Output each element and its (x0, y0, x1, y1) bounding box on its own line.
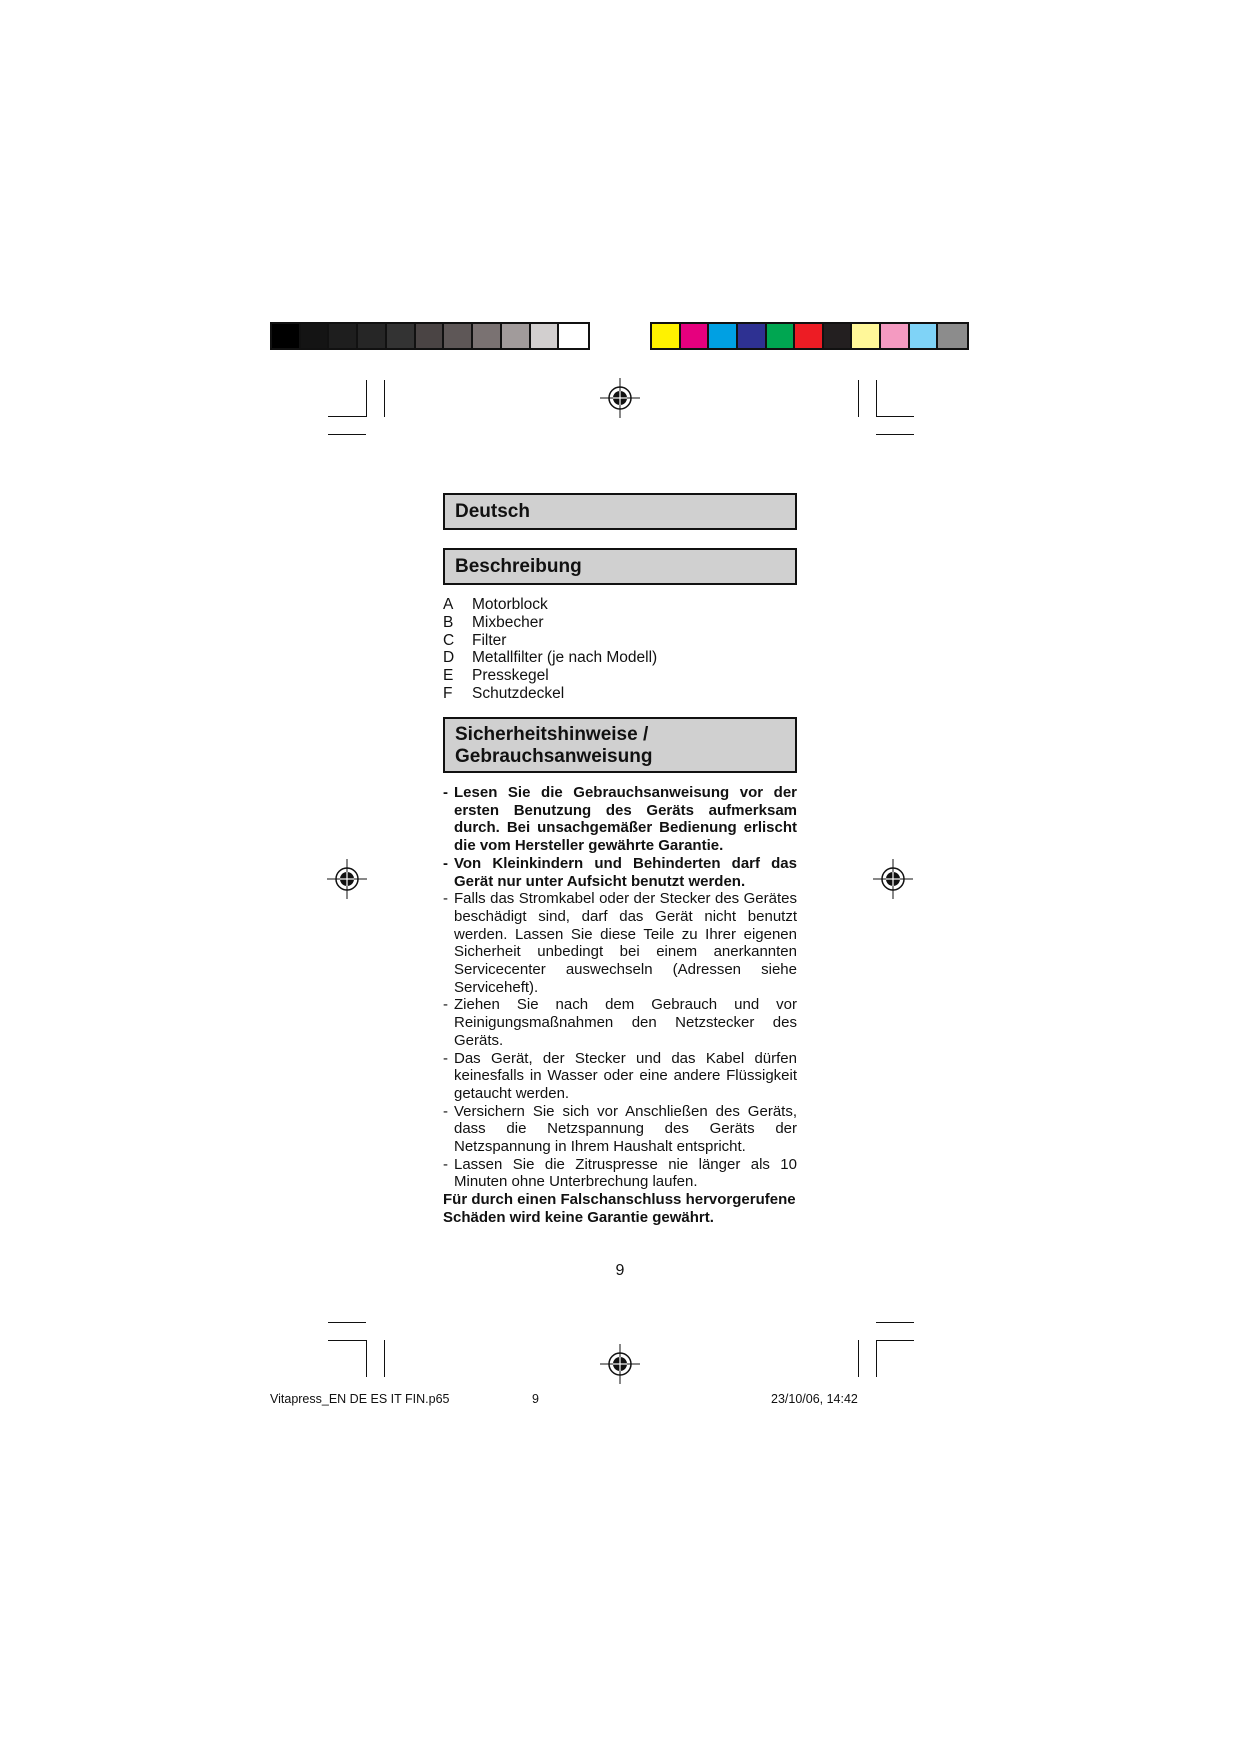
color-calibration-bar (650, 322, 969, 350)
part-letter: D (443, 649, 455, 667)
safety-text: Ziehen Sie nach dem Gebrauch und vor Reinigungsmaßnahmen den Netzstecker des Geräts. (454, 996, 797, 1049)
part-name: Presskegel (472, 667, 549, 685)
list-item (443, 632, 657, 650)
grayscale-calibration-bar (270, 322, 590, 350)
part-name: Metallfilter (je nach Modell) (472, 649, 658, 667)
list-item (443, 1050, 797, 1103)
safety-text: Lesen Sie die Gebrauchsanweisung vor der ersten Benutzung des Geräts aufmerksam durch. Bei unsachgemäßer Bedienung erlischt die vom Hersteller gewährte Garantie. (454, 784, 797, 855)
part-name: Filter (472, 631, 507, 649)
color-swatch (767, 324, 796, 348)
gray-swatch (444, 324, 473, 348)
safety-text: Von Kleinkindern und Behinderten darf das Gerät nur unter Aufsicht benutzt werden. (454, 854, 797, 890)
part-letter: B (443, 613, 454, 631)
color-swatch (910, 324, 939, 348)
safety-list (443, 784, 797, 1191)
list-item (443, 784, 797, 855)
list-dash: - (443, 996, 448, 1014)
list-item (443, 649, 657, 667)
parts-list (443, 596, 657, 703)
registration-mark-icon (600, 378, 640, 418)
safety-heading (443, 717, 797, 773)
gray-swatch (272, 324, 301, 348)
color-swatch (738, 324, 767, 348)
list-dash: - (443, 1049, 448, 1067)
color-swatch (795, 324, 824, 348)
color-swatch (881, 324, 910, 348)
gray-swatch (473, 324, 502, 348)
list-dash: - (443, 854, 448, 872)
safety-text: Falls das Stromkabel oder der Stecker des Gerätes beschädigt sind, darf das Gerät nicht benutzt werden. Lassen Sie diese Teile zu Ihrer eigenen Sicherheit unbedingt bei einem anerkannten Servicecenter auswechseln (Adressen siehe Serviceheft). (454, 890, 797, 996)
safety-text: Versichern Sie sich vor Anschließen des Geräts, dass die Netzspannung des Geräts der Netzspannung in Ihrem Haushalt entspricht. (454, 1102, 797, 1156)
part-letter: F (443, 684, 453, 702)
part-name: Motorblock (472, 596, 548, 613)
gray-swatch (559, 324, 588, 348)
list-item (443, 614, 657, 632)
color-swatch (681, 324, 710, 348)
registration-mark-icon (600, 1344, 640, 1384)
list-item (443, 1103, 797, 1156)
part-letter: E (443, 667, 454, 685)
list-dash: - (443, 784, 448, 801)
safety-text: Lassen Sie die Zitruspresse nie länger als 10 Minuten ohne Unterbrechung laufen. (454, 1155, 797, 1191)
gray-swatch (416, 324, 445, 348)
list-item (443, 685, 657, 703)
safety-heading-line1: Sicherheitshinweise / (455, 724, 649, 745)
gray-swatch (301, 324, 330, 348)
color-swatch (852, 324, 881, 348)
footer-page: 9 (532, 1392, 539, 1406)
list-item (443, 996, 797, 1049)
gray-swatch (329, 324, 358, 348)
list-item (443, 596, 657, 614)
list-item (443, 890, 797, 996)
part-name: Mixbecher (472, 613, 544, 631)
registration-mark-icon (873, 859, 913, 899)
part-name: Schutzdeckel (472, 684, 565, 702)
color-swatch (652, 324, 681, 348)
gray-swatch (387, 324, 416, 348)
list-item (443, 1156, 797, 1191)
gray-swatch (358, 324, 387, 348)
part-letter: A (443, 596, 454, 613)
gray-swatch (502, 324, 531, 348)
page-number: 9 (615, 1262, 625, 1279)
color-swatch (938, 324, 967, 348)
footer-date: 23/10/06, 14:42 (771, 1392, 858, 1406)
color-swatch (824, 324, 853, 348)
part-letter: C (443, 631, 455, 649)
safety-heading-line2: Gebrauchsanweisung (455, 746, 653, 767)
warranty-note: Für durch einen Falschanschluss hervorgerufene Schäden wird keine Garantie gewährt. (443, 1191, 796, 1226)
safety-text: Das Gerät, der Stecker und das Kabel dürfen keinesfalls in Wasser oder eine andere Flüssigkeit getaucht werden. (454, 1049, 797, 1102)
list-dash: - (443, 1155, 448, 1173)
footer-filename: Vitapress_EN DE ES IT FIN.p65 (270, 1392, 450, 1406)
list-item (443, 855, 797, 890)
description-heading: Beschreibung (443, 548, 797, 585)
list-dash: - (443, 890, 448, 908)
gray-swatch (531, 324, 560, 348)
language-heading: Deutsch (443, 493, 797, 530)
list-dash: - (443, 1102, 448, 1120)
color-swatch (709, 324, 738, 348)
list-item (443, 667, 657, 685)
registration-mark-icon (327, 859, 367, 899)
